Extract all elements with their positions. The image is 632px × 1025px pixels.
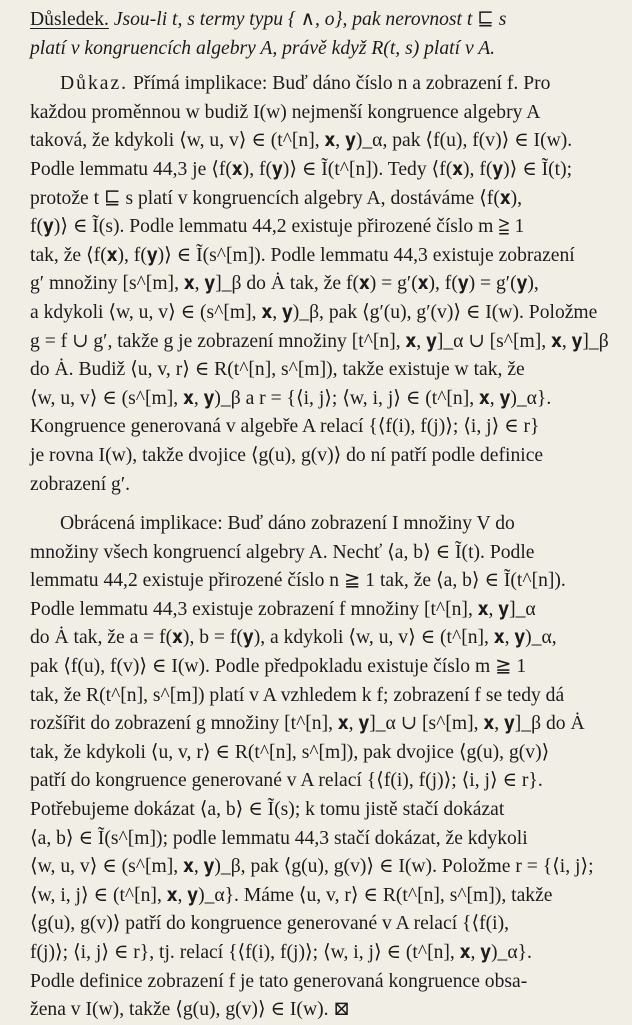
text-line: g′ množiny [s^[m], 𝐱, 𝐲]_β do Ȧ tak, že f(𝐱) = g′(𝐱), f(𝐲) = g′(𝐲),	[30, 273, 539, 295]
text-line: množiny všech kongruencí algebry A. Nechť ⟨a, b⟩ ∈ Ĩ(t). Podle	[30, 541, 535, 563]
text-line: Podle lemmatu 44,3 je ⟨f(𝐱), f(𝐲)⟩ ∈ Ĩ(t^[n]). Tedy ⟨f(𝐱), f(𝐲)⟩ ∈ Ĩ(t);	[30, 158, 573, 180]
text-line: zobrazení g′.	[30, 473, 131, 495]
text-line: protože t ⊑ s platí v kongruencích algebry A, dostáváme ⟨f(𝐱),	[30, 187, 523, 209]
proof-paragraph	[30, 70, 610, 499]
text-line: do Ȧ. Budiž ⟨u, v, r⟩ ∈ R(t^[n], s^[m]), takže existuje w tak, že	[30, 359, 525, 381]
text-line: ⟨g(u), g(v)⟩ patří do kongruence generované v A relací {⟨f(i),	[30, 913, 510, 935]
text-line: f(𝐲)⟩ ∈ Ĩ(s). Podle lemmatu 44,2 existuje přirozené číslo m ≧ 1	[30, 216, 525, 238]
text-line: ⟨w, i, j⟩ ∈ (t^[n], 𝐱, 𝐲)_α}. Máme ⟨u, v, r⟩ ∈ R(t^[n], s^[m]), takže	[30, 884, 553, 906]
text-line: je rovna I(w), takže dvojice ⟨g(u), g(v)⟩ do ní patří podle definice	[30, 444, 544, 466]
text-line: do Ȧ tak, že a = f(𝐱), b = f(𝐲), a kdykoli ⟨w, u, v⟩ ∈ (t^[n], 𝐱, 𝐲)_α,	[30, 627, 557, 649]
text-line: taková, že kdykoli ⟨w, u, v⟩ ∈ (t^[n], 𝐱, 𝐲)_α, pak ⟨f(u), f(v)⟩ ∈ I(w).	[30, 130, 573, 152]
text-line: ⟨w, u, v⟩ ∈ (s^[m], 𝐱, 𝐲)_β a r = {⟨i, j⟩; ⟨w, i, j⟩ ∈ (t^[n], 𝐱, 𝐲)_α}.	[30, 387, 552, 409]
text-line: žena v I(w), takže ⟨g(u), g(v)⟩ ∈ I(w). ⊠	[30, 999, 350, 1021]
text-line: Jsou-li t, s termy typu { ∧, ο}, pak nerovnost t ⊑ s	[108, 9, 507, 30]
text-line: každou proměnnou w budiž I(w) nejmenší kongruence algebry A	[30, 101, 541, 123]
text-line: Kongruence generovaná v algebře A relací {⟨f(i), f(j)⟩; ⟨i, j⟩ ∈ r}	[30, 416, 540, 438]
text-line: lemmatu 44,2 existuje přirozené číslo n ≧ 1 tak, že ⟨a, b⟩ ∈ Ĩ(t^[n]).	[30, 570, 566, 592]
corollary-paragraph	[30, 6, 610, 63]
corollary-heading: Důsledek.	[30, 9, 109, 30]
text-line: Podle definice zobrazení f je tato generovaná kongruence obsa-	[30, 970, 528, 992]
text-line: g = f ∪ g′, takže g je zobrazení množiny [t^[n], 𝐱, 𝐲]_α ∪ [s^[m], 𝐱, 𝐲]_β	[30, 330, 609, 352]
text-line: patří do kongruence generované v A relací {⟨f(i), f(j)⟩; ⟨i, j⟩ ∈ r}.	[30, 770, 543, 792]
text-line: ⟨a, b⟩ ∈ Ĩ(s^[m]); podle lemmatu 44,3 stačí dokázat, že kdykoli	[30, 827, 528, 849]
text-line: Potřebujeme dokázat ⟨a, b⟩ ∈ Ĩ(s); k tomu jistě stačí dokázat	[30, 799, 505, 821]
text-line: rozšířit do zobrazení g množiny [t^[n], 𝐱, 𝐲]_α ∪ [s^[m], 𝐱, 𝐲]_β do Ȧ	[30, 713, 585, 735]
proof-heading: Důkaz.	[60, 73, 129, 95]
text-line: Obrácená implikace: Buď dáno zobrazení I množiny V do	[60, 513, 515, 535]
text-line: tak, že R(t^[n], s^[m]) platí v A vzhledem k f; zobrazení f se tedy dá	[30, 684, 565, 706]
text-line: pak ⟨f(u), f(v)⟩ ∈ I(w). Podle předpokladu existuje číslo m ≧ 1	[30, 656, 527, 678]
text-line: f(j)⟩; ⟨i, j⟩ ∈ r}, tj. relací {⟨f(i), f(j)⟩; ⟨w, i, j⟩ ∈ (t^[n], 𝐱, 𝐲)_α}.	[30, 942, 532, 963]
text-line: ⟨w, u, v⟩ ∈ (s^[m], 𝐱, 𝐲)_β, pak ⟨g(u), g(v)⟩ ∈ I(w). Položme r = {⟨i, j⟩;	[30, 856, 594, 878]
text-line: platí v kongruencích algebry A, právě když R(t, s) platí v A.	[30, 37, 496, 59]
text-line: a kdykoli ⟨w, u, v⟩ ∈ (s^[m], 𝐱, 𝐲)_β, pak ⟨g′(u), g′(v)⟩ ∈ I(w). Položme	[30, 301, 598, 323]
text-line: tak, že kdykoli ⟨u, v, r⟩ ∈ R(t^[n], s^[m]), pak dvojice ⟨g(u), g(v)⟩	[30, 741, 550, 763]
text-line: Přímá implikace: Buď dáno číslo n a zobrazení f. Pro	[128, 73, 551, 95]
text-line: tak, že ⟨f(𝐱), f(𝐲)⟩ ∈ Ĩ(s^[m]). Podle lemmatu 44,3 existuje zobrazení	[30, 244, 575, 266]
converse-paragraph	[30, 510, 610, 1025]
text-line: Podle lemmatu 44,3 existuje zobrazení f množiny [t^[n], 𝐱, 𝐲]_α	[30, 598, 536, 620]
